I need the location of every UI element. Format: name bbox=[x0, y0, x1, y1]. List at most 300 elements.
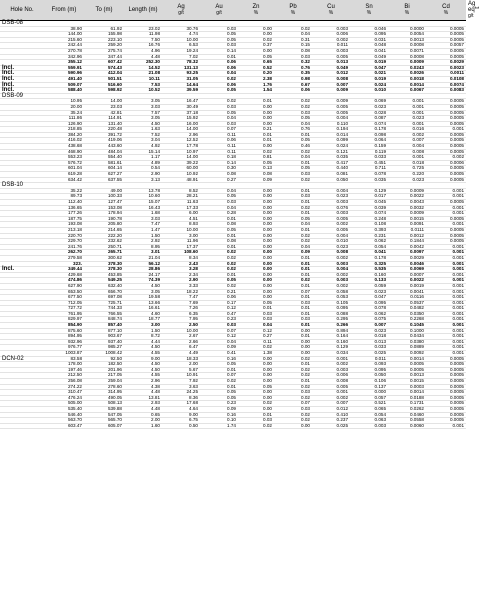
table-cell: 0.005 bbox=[312, 227, 350, 233]
table-cell: 0.133 bbox=[350, 278, 388, 284]
table-cell: 712.05 bbox=[44, 300, 84, 306]
table-cell: 0.002 bbox=[312, 362, 350, 368]
table-cell: 627.27 bbox=[84, 172, 124, 178]
table-cell: 0.521 bbox=[350, 401, 388, 407]
table-cell: 0.024 bbox=[312, 144, 350, 150]
table-cell: 11.96 bbox=[162, 239, 200, 245]
table-cell: 0.0054 bbox=[388, 32, 426, 38]
table-cell: 0.04 bbox=[200, 339, 238, 345]
table-cell: 0.033 bbox=[350, 345, 388, 351]
table-cell: 0.00 bbox=[238, 194, 274, 200]
table-cell: 0.28 bbox=[200, 211, 238, 217]
table-cell: 2.50 bbox=[162, 323, 200, 329]
table-cell: 4.96 bbox=[124, 48, 162, 54]
table-cell: 1.47 bbox=[124, 227, 162, 233]
table-cell: 2.00 bbox=[162, 362, 200, 368]
table-cell: 0.001 bbox=[426, 311, 466, 317]
table-cell: 0.65 bbox=[124, 412, 162, 418]
table-cell: 30.76 bbox=[162, 26, 200, 32]
table-cell: 7.52 bbox=[124, 132, 162, 138]
table-cell: 0.02 bbox=[274, 177, 312, 183]
table-cell: 0.05 bbox=[238, 160, 274, 166]
table-cell: 0.295 bbox=[312, 317, 350, 323]
table-cell: 2.92 bbox=[124, 239, 162, 245]
table-cell: 0.074 bbox=[350, 121, 388, 127]
column-header-unit: g/t bbox=[178, 10, 184, 16]
table-cell: 0.02 bbox=[274, 412, 312, 418]
table-cell: 4.55 bbox=[124, 351, 162, 357]
table-cell: 0.00 bbox=[238, 283, 274, 289]
table-cell: 0.0350 bbox=[388, 311, 426, 317]
column-header bbox=[124, 0, 162, 21]
table-cell: 11.98 bbox=[124, 32, 162, 38]
table-cell: 10.97 bbox=[162, 149, 200, 155]
table-cell: 598.92 bbox=[84, 88, 124, 94]
table-cell: 7.47 bbox=[124, 222, 162, 228]
table-cell: 0.003 bbox=[312, 26, 350, 32]
table-cell: 30.49 bbox=[162, 104, 200, 110]
table-cell: 0.27 bbox=[238, 334, 274, 340]
table-cell: 0.01 bbox=[200, 384, 238, 390]
table-cell: 1.38 bbox=[238, 351, 274, 357]
table-cell: 0.001 bbox=[426, 328, 466, 334]
table-cell: 0.00 bbox=[238, 116, 274, 122]
table-cell: 0.01 bbox=[238, 306, 274, 312]
table-cell: 0.02 bbox=[274, 373, 312, 379]
table-cell: 0.47 bbox=[200, 311, 238, 317]
table-cell: 0.02 bbox=[274, 367, 312, 373]
table-cell: 574.43 bbox=[84, 65, 124, 71]
hole-cell: DCN-02 bbox=[0, 356, 44, 362]
table-cell: 0.23 bbox=[200, 401, 238, 407]
table-cell: 10.60 bbox=[124, 194, 162, 200]
table-cell: 0.025 bbox=[312, 423, 350, 429]
table-cell: 0.007 bbox=[388, 138, 426, 144]
table-cell: 4.50 bbox=[124, 121, 162, 127]
table-cell: 0.001 bbox=[426, 423, 466, 429]
table-cell: 212.50 bbox=[44, 373, 84, 379]
table-cell: 0.008 bbox=[312, 76, 350, 82]
table-cell: 0.65 bbox=[238, 60, 274, 66]
column-header bbox=[238, 0, 274, 21]
table-cell: 0.04 bbox=[274, 244, 312, 250]
table-cell: 93.25 bbox=[162, 71, 200, 77]
table-cell: 0.033 bbox=[350, 155, 388, 161]
table-cell: 4.50 bbox=[124, 283, 162, 289]
table-cell: 7.92 bbox=[162, 379, 200, 385]
table-cell: 4.74 bbox=[162, 32, 200, 38]
table-cell: 0.075 bbox=[350, 317, 388, 323]
table-cell: 0.0005 bbox=[426, 99, 466, 105]
table-cell: 0.03 bbox=[274, 110, 312, 116]
table-cell: 0.0005 bbox=[426, 239, 466, 245]
table-cell: 4.64 bbox=[162, 406, 200, 412]
table-cell: 218.85 bbox=[44, 127, 84, 133]
table-cell: 0.023 bbox=[350, 289, 388, 295]
table-cell: 0.062 bbox=[350, 239, 388, 245]
hole-cell: Incl. bbox=[0, 82, 44, 88]
table-cell: 7.53 bbox=[124, 82, 162, 88]
column-header bbox=[0, 0, 44, 21]
table-cell: 604.14 bbox=[84, 166, 124, 172]
table-cell: 0.02 bbox=[200, 99, 238, 105]
table-cell: 9.00 bbox=[124, 356, 162, 362]
table-cell: 0.001 bbox=[426, 127, 466, 133]
table-cell: 0.02 bbox=[274, 149, 312, 155]
table-cell: 16.00 bbox=[162, 121, 200, 127]
table-cell: 2.67 bbox=[162, 334, 200, 340]
table-cell: 1.76 bbox=[238, 82, 274, 88]
table-cell: 0.095 bbox=[312, 306, 350, 312]
table-cell: 2.96 bbox=[162, 132, 200, 138]
table-cell: 21.08 bbox=[124, 71, 162, 77]
table-cell: 0.0007 bbox=[388, 272, 426, 278]
table-cell: 0.003 bbox=[312, 278, 350, 284]
table-cell: 637.55 bbox=[84, 177, 124, 183]
table-cell: 349.44 bbox=[44, 267, 84, 273]
table-cell: 0.0460 bbox=[388, 412, 426, 418]
table-cell: 0.03 bbox=[200, 200, 238, 206]
table-cell: 766.55 bbox=[84, 311, 124, 317]
table-cell: 603.47 bbox=[44, 423, 84, 429]
table-cell: 0.50 bbox=[162, 423, 200, 429]
table-cell: 0.01 bbox=[274, 272, 312, 278]
table-cell: 0.054 bbox=[350, 244, 388, 250]
table-cell: 0.108 bbox=[350, 222, 388, 228]
table-cell: 0.04 bbox=[274, 222, 312, 228]
table-cell: 0.440 bbox=[312, 166, 350, 172]
table-cell: 0.001 bbox=[312, 356, 350, 362]
table-cell: 725.71 bbox=[84, 300, 124, 306]
table-cell: 0.0029 bbox=[426, 60, 466, 66]
table-cell: 14.64 bbox=[162, 82, 200, 88]
column-header bbox=[44, 0, 84, 21]
table-cell: 601.04 bbox=[44, 166, 84, 172]
table-cell: 0.01 bbox=[274, 295, 312, 301]
table-cell: 0.00 bbox=[274, 345, 312, 351]
table-cell: 0.013 bbox=[350, 339, 388, 345]
table-cell: 0.06 bbox=[200, 60, 238, 66]
table-cell: 0.023 bbox=[350, 104, 388, 110]
table-cell: 38.90 bbox=[44, 26, 84, 32]
column-header-name: Zn bbox=[252, 4, 260, 10]
column-header-name: From (m) bbox=[51, 7, 77, 13]
table-cell: 39.22 bbox=[162, 160, 200, 166]
table-cell: 0.00 bbox=[238, 406, 274, 412]
table-cell: 0.004 bbox=[312, 116, 350, 122]
table-cell: 28.21 bbox=[162, 194, 200, 200]
table-cell: 0.003 bbox=[312, 261, 350, 267]
hole-cell: Incl. bbox=[0, 88, 44, 94]
table-cell: 7.69 bbox=[162, 300, 200, 306]
table-cell: 0.105 bbox=[312, 300, 350, 306]
table-cell: 0.078 bbox=[350, 172, 388, 178]
table-cell: 0.0005 bbox=[426, 54, 466, 60]
table-cell: 0.00 bbox=[238, 32, 274, 38]
table-cell: 0.04 bbox=[274, 32, 312, 38]
table-cell: 0.0005 bbox=[426, 412, 466, 418]
hole-cell: DSB-09 bbox=[0, 93, 44, 99]
table-cell: 0.05 bbox=[274, 116, 312, 122]
table-cell: 581.61 bbox=[84, 160, 124, 166]
table-cell: 0.0005 bbox=[426, 132, 466, 138]
table-cell: 4.49 bbox=[162, 351, 200, 357]
table-cell: 0.00 bbox=[238, 227, 274, 233]
table-cell: 0.09 bbox=[200, 406, 238, 412]
table-cell: 0.078 bbox=[350, 306, 388, 312]
column-header-unit: % bbox=[290, 10, 296, 16]
table-cell: 0.0380 bbox=[388, 339, 426, 345]
table-cell: 0.0262 bbox=[388, 406, 426, 412]
table-cell: 187.75 bbox=[44, 216, 84, 222]
table-cell: 0.019 bbox=[350, 76, 388, 82]
table-cell: 0.001 bbox=[426, 250, 466, 256]
table-cell: 554.40 bbox=[84, 155, 124, 161]
table-cell: 656.70 bbox=[84, 289, 124, 295]
table-cell: 0.012 bbox=[312, 406, 350, 412]
table-cell: 0.009 bbox=[312, 88, 350, 94]
table-cell: 18.22 bbox=[162, 289, 200, 295]
table-cell: 0.393 bbox=[350, 227, 388, 233]
table-cell: 0.005 bbox=[312, 384, 350, 390]
table-cell: 0.0005 bbox=[426, 144, 466, 150]
table-cell: 3.00 bbox=[162, 233, 200, 239]
table-cell: 0.0009 bbox=[388, 60, 426, 66]
table-cell: 229.70 bbox=[44, 239, 84, 245]
table-cell: 0.0022 bbox=[388, 194, 426, 200]
table-cell: 13.66 bbox=[124, 300, 162, 306]
table-cell: 0.11 bbox=[238, 339, 274, 345]
table-cell: 0.004 bbox=[312, 233, 350, 239]
table-cell: 11.63 bbox=[162, 200, 200, 206]
table-cell: 0.21 bbox=[200, 289, 238, 295]
table-cell: 215.60 bbox=[44, 37, 84, 43]
table-cell: 547.05 bbox=[84, 412, 124, 418]
table-cell: 0.01 bbox=[200, 54, 238, 60]
table-cell: 0.034 bbox=[312, 351, 350, 357]
table-cell: 0.076 bbox=[312, 205, 350, 211]
table-cell: 1.50 bbox=[124, 328, 162, 334]
table-cell: 0.02 bbox=[200, 261, 238, 267]
table-cell: 0.001 bbox=[426, 278, 466, 284]
table-cell: 0.03 bbox=[274, 194, 312, 200]
table-cell: 0.20 bbox=[238, 71, 274, 77]
table-cell: 1.63 bbox=[124, 127, 162, 133]
table-cell: 0.01 bbox=[200, 367, 238, 373]
table-cell: 0.0005 bbox=[426, 401, 466, 407]
table-cell: 0.003 bbox=[312, 48, 350, 54]
table-cell: 0.01 bbox=[274, 160, 312, 166]
table-cell: 508.13 bbox=[84, 401, 124, 407]
table-cell: 0.001 bbox=[426, 188, 466, 194]
table-cell: 0.711 bbox=[350, 166, 388, 172]
table-cell: 0.009 bbox=[312, 99, 350, 105]
table-cell: 0.0009 bbox=[388, 211, 426, 217]
table-cell: 17.37 bbox=[162, 244, 200, 250]
table-cell: 761.95 bbox=[44, 311, 84, 317]
table-cell: 0.003 bbox=[312, 367, 350, 373]
table-cell: 0.27 bbox=[200, 177, 238, 183]
table-cell: 0.00 bbox=[238, 244, 274, 250]
table-cell: 0.248 bbox=[350, 216, 388, 222]
table-cell: 10.91 bbox=[162, 373, 200, 379]
table-cell: 347.44 bbox=[84, 54, 124, 60]
table-cell: 0.08 bbox=[274, 48, 312, 54]
table-cell: 112.40 bbox=[44, 200, 84, 206]
table-cell: 0.03 bbox=[200, 104, 238, 110]
table-cell: 391.72 bbox=[84, 132, 124, 138]
table-cell: 0.67 bbox=[274, 82, 312, 88]
table-cell: 2.34 bbox=[162, 272, 200, 278]
table-cell: 0.04 bbox=[274, 155, 312, 161]
table-cell: 323. bbox=[44, 261, 84, 267]
table-cell: 0.0005 bbox=[426, 104, 466, 110]
table-cell: 0.0005 bbox=[426, 166, 466, 172]
table-cell: 0.01 bbox=[200, 244, 238, 250]
table-cell: 114.91 bbox=[84, 116, 124, 122]
table-cell: 0.13 bbox=[238, 166, 274, 172]
table-cell: 894.95 bbox=[44, 334, 84, 340]
table-cell: 18.33 bbox=[162, 356, 200, 362]
table-cell: 0.0537 bbox=[388, 300, 426, 306]
table-cell: 0.00 bbox=[238, 362, 274, 368]
table-cell: 0.0043 bbox=[388, 200, 426, 206]
table-cell: 0.0019 bbox=[388, 283, 426, 289]
table-cell: 0.001 bbox=[426, 222, 466, 228]
table-cell: 0.76 bbox=[274, 127, 312, 133]
table-cell: 0.002 bbox=[312, 37, 350, 43]
table-cell: 16.43 bbox=[124, 205, 162, 211]
table-cell: 0.001 bbox=[426, 345, 466, 351]
table-cell: 28.86 bbox=[124, 267, 162, 273]
table-cell: 2.93 bbox=[124, 401, 162, 407]
table-cell: 0.016 bbox=[388, 127, 426, 133]
table-cell: 10.00 bbox=[162, 328, 200, 334]
table-cell: 7.47 bbox=[162, 295, 200, 301]
table-cell: 0.008 bbox=[312, 250, 350, 256]
table-cell: 190.78 bbox=[84, 216, 124, 222]
hole-cell: Incl. bbox=[0, 76, 44, 82]
table-cell: 3.05 bbox=[124, 116, 162, 122]
table-cell: 0.0434 bbox=[388, 334, 426, 340]
table-cell: 384.20 bbox=[44, 132, 84, 138]
table-cell: 0.0005 bbox=[426, 395, 466, 401]
table-cell: 214.65 bbox=[84, 227, 124, 233]
table-cell: 516.60 bbox=[84, 82, 124, 88]
table-cell: 0.02 bbox=[274, 395, 312, 401]
table-cell: 474.86 bbox=[44, 278, 84, 284]
table-cell: 182.50 bbox=[84, 362, 124, 368]
table-cell: 136.65 bbox=[44, 205, 84, 211]
table-cell: 0.110 bbox=[312, 121, 350, 127]
table-cell: 0.003 bbox=[350, 423, 388, 429]
table-cell: 0.54 bbox=[124, 166, 162, 172]
table-cell: 1.17 bbox=[124, 155, 162, 161]
table-cell: 0.00 bbox=[238, 289, 274, 295]
table-cell: 0.01 bbox=[274, 227, 312, 233]
table-cell: 0.0067 bbox=[388, 88, 426, 94]
column-header-unit: % bbox=[366, 10, 372, 16]
table-cell: 0.07 bbox=[274, 289, 312, 295]
column-header-unit: % bbox=[404, 10, 410, 16]
table-cell: 0.03 bbox=[274, 172, 312, 178]
table-cell: 314.95 bbox=[84, 390, 124, 396]
table-cell: 0.00 bbox=[238, 395, 274, 401]
table-cell: 7.57 bbox=[124, 110, 162, 116]
table-cell: 222.20 bbox=[84, 233, 124, 239]
table-cell: 0.01 bbox=[274, 362, 312, 368]
table-cell: 0.0008 bbox=[388, 54, 426, 60]
table-cell: 0.01 bbox=[200, 233, 238, 239]
table-cell: 0.16 bbox=[200, 412, 238, 418]
table-cell: 0.237 bbox=[312, 418, 350, 424]
table-cell: 0.02 bbox=[274, 205, 312, 211]
table-cell: 16.76 bbox=[124, 43, 162, 49]
table-cell: 0.048 bbox=[350, 43, 388, 49]
table-cell: 0.001 bbox=[388, 99, 426, 105]
table-cell: 0.178 bbox=[350, 255, 388, 261]
table-cell: 127.47 bbox=[84, 200, 124, 206]
table-cell: 0.08 bbox=[200, 239, 238, 245]
table-cell: 3.00 bbox=[124, 323, 162, 329]
table-cell: 2.90 bbox=[162, 278, 200, 284]
table-cell: 0.095 bbox=[350, 300, 388, 306]
table-cell: 193.08 bbox=[44, 222, 84, 228]
table-cell: 0.05 bbox=[238, 54, 274, 60]
table-cell: 546.40 bbox=[44, 412, 84, 418]
column-header-name: Bi bbox=[404, 4, 410, 10]
table-cell: 0.0005 bbox=[426, 26, 466, 32]
table-cell: 4.51 bbox=[162, 216, 200, 222]
table-cell: 0.266 bbox=[312, 323, 350, 329]
table-cell: 0.09 bbox=[238, 177, 274, 183]
table-cell: 0.01 bbox=[238, 99, 274, 105]
table-cell: 0.00 bbox=[238, 222, 274, 228]
table-cell: 932.96 bbox=[44, 339, 84, 345]
table-cell: 0.00 bbox=[238, 26, 274, 32]
table-cell: 0.03 bbox=[274, 406, 312, 412]
table-cell: 37.18 bbox=[162, 110, 200, 116]
table-cell: 0.001 bbox=[388, 155, 426, 161]
table-cell: 2.00 bbox=[124, 418, 162, 424]
table-cell: 0.01 bbox=[274, 323, 312, 329]
table-cell: 0.06 bbox=[200, 138, 238, 144]
table-cell: 0.0029 bbox=[388, 255, 426, 261]
table-cell: 0.0005 bbox=[426, 37, 466, 43]
table-cell: 0.0005 bbox=[388, 362, 426, 368]
table-cell: 0.02 bbox=[274, 278, 312, 284]
table-cell: 1.60 bbox=[124, 423, 162, 429]
table-cell: 0.064 bbox=[350, 138, 388, 144]
table-cell: 0.001 bbox=[426, 339, 466, 345]
table-cell: 0.0003 bbox=[388, 384, 426, 390]
table-cell: 8.95 bbox=[124, 244, 162, 250]
table-cell: 20.00 bbox=[44, 104, 84, 110]
table-cell: 0.0482 bbox=[388, 306, 426, 312]
table-cell: 0.894 bbox=[312, 328, 350, 334]
table-cell: 0.137 bbox=[350, 384, 388, 390]
table-cell: 0.04 bbox=[200, 205, 238, 211]
table-cell: 0.0005 bbox=[426, 233, 466, 239]
table-cell: 0.0015 bbox=[388, 379, 426, 385]
table-cell: 0.00 bbox=[238, 255, 274, 261]
table-cell: 0.0558 bbox=[388, 418, 426, 424]
table-cell: 21.04 bbox=[124, 255, 162, 261]
table-cell: 19.58 bbox=[124, 295, 162, 301]
table-cell: 0.088 bbox=[312, 311, 350, 317]
table-cell: 0.0243 bbox=[388, 65, 426, 71]
table-cell: 0.02 bbox=[274, 384, 312, 390]
